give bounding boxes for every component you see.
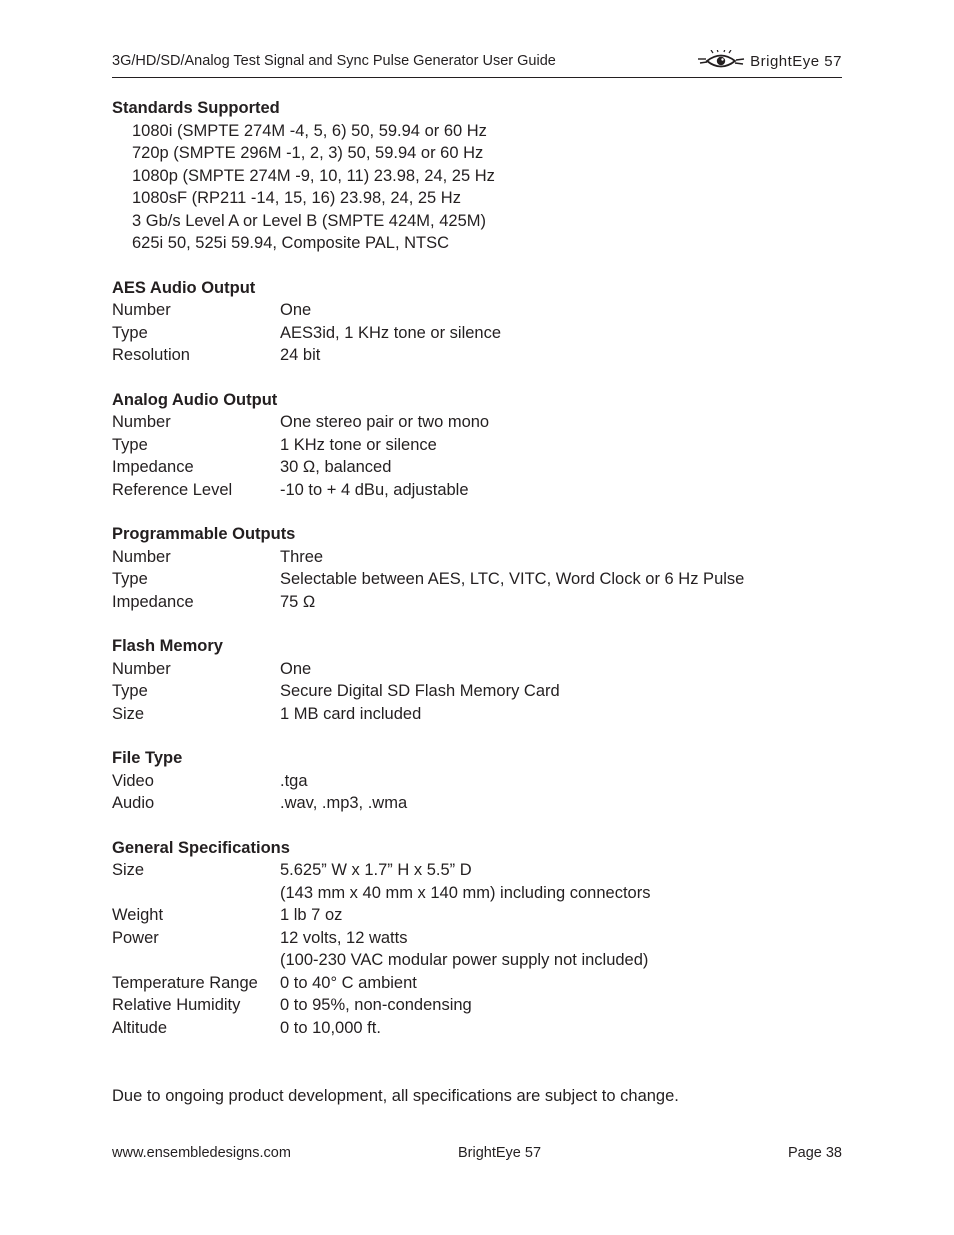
change-notice: Due to ongoing product development, all specifications are subject to change.: [112, 1087, 679, 1105]
standard-item: 720p (SMPTE 296M -1, 2, 3) 50, 59.94 or 60 Hz: [132, 144, 484, 162]
general-specifications-section: [112, 837, 842, 1040]
spec-value: 0 to 10,000 ft.: [280, 1018, 381, 1037]
file-type-section: [112, 747, 842, 815]
spec-row: [112, 882, 842, 905]
aes-audio-section: [112, 277, 842, 367]
spec-row: [112, 994, 842, 1017]
document-title: 3G/HD/SD/Analog Test Signal and Sync Pulse Generator User Guide: [112, 53, 556, 69]
spec-row: [112, 972, 842, 995]
section-title: Standards Supported: [112, 99, 280, 117]
section-title: Programmable Outputs: [112, 525, 296, 543]
eye-icon: [697, 50, 745, 72]
spec-row: [112, 949, 842, 972]
standard-item: 625i 50, 525i 59.94, Composite PAL, NTSC: [132, 234, 450, 252]
spec-value: One: [280, 659, 312, 678]
spec-value: 1 MB card included: [280, 704, 422, 723]
spec-label: Relative Humidity: [112, 996, 241, 1014]
analog-audio-section: [112, 389, 842, 502]
section-title: Analog Audio Output: [112, 390, 278, 409]
spec-row: [112, 680, 842, 703]
section-title: Flash Memory: [112, 637, 223, 655]
spec-row: [112, 546, 842, 569]
standards-section: [112, 97, 842, 255]
spec-value: Selectable between AES, LTC, VITC, Word Clock or 6 Hz Pulse: [280, 570, 745, 588]
standard-item: 3 Gb/s Level A or Level B (SMPTE 424M, 425M): [132, 211, 486, 230]
spec-label: Video: [112, 771, 154, 790]
standard-item: 1080i (SMPTE 274M -4, 5, 6) 50, 59.94 or 60 Hz: [132, 121, 487, 140]
page-footer: [112, 1145, 842, 1167]
spec-row: [112, 434, 842, 457]
spec-row: [112, 344, 842, 367]
spec-label: Impedance: [112, 458, 194, 476]
page-number: Page 38: [787, 1145, 842, 1161]
spec-value: One: [280, 301, 312, 319]
spec-label: Altitude: [112, 1018, 168, 1037]
footer-product-name: BrightEye 57: [458, 1145, 542, 1161]
spec-value: (100-230 VAC modular power supply not included): [280, 951, 649, 969]
spec-row: [112, 703, 842, 726]
spec-value: 5.625” W x 1.7” H x 5.5” D: [280, 861, 472, 879]
website-link[interactable]: www.ensembledesigns.com: [112, 1145, 291, 1161]
spec-label: [112, 882, 280, 905]
logo-text: BrightEye 57: [750, 52, 842, 70]
page-header: [112, 50, 842, 78]
spec-value: 75 Ω: [280, 592, 316, 611]
spec-label: Type: [112, 570, 148, 588]
spec-value: 24 bit: [280, 346, 321, 364]
spec-value: 0 to 95%, non-condensing: [280, 996, 472, 1014]
spec-row: [112, 591, 842, 614]
spec-row: [112, 770, 842, 793]
spec-value: AES3id, 1 KHz tone or silence: [280, 323, 502, 342]
spec-row: [112, 322, 842, 345]
spec-row: [112, 411, 842, 434]
section-title: File Type: [112, 749, 183, 767]
spec-label: Type: [112, 435, 148, 454]
spec-label: Audio: [112, 794, 155, 812]
programmable-outputs-section: [112, 523, 842, 613]
spec-row: [112, 658, 842, 681]
spec-row: [112, 456, 842, 479]
spec-value: Three: [280, 547, 324, 566]
spec-value: .wav, .mp3, .wma: [280, 794, 408, 812]
spec-label: Type: [112, 323, 148, 342]
spec-value: One stereo pair or two mono: [280, 413, 490, 431]
spec-label: Number: [112, 547, 171, 566]
spec-label: Number: [112, 659, 171, 678]
standard-item: 1080sF (RP211 -14, 15, 16) 23.98, 24, 25 Hz: [132, 189, 461, 207]
spec-value: 1 KHz tone or silence: [280, 435, 437, 454]
spec-label: Number: [112, 301, 171, 319]
spec-row: [112, 1017, 842, 1040]
spec-label: Power: [112, 928, 159, 947]
spec-label: Number: [112, 413, 171, 431]
spec-row: [112, 859, 842, 882]
spec-label: Size: [112, 704, 145, 723]
spec-label: Type: [112, 682, 148, 700]
spec-value: Secure Digital SD Flash Memory Card: [280, 682, 560, 700]
standard-item: 1080p (SMPTE 274M -9, 10, 11) 23.98, 24, 25 Hz: [132, 166, 495, 185]
spec-row: [112, 479, 842, 502]
spec-value: (143 mm x 40 mm x 140 mm) including connectors: [280, 883, 651, 902]
spec-value: 1 lb 7 oz: [280, 906, 343, 924]
spec-label: [112, 949, 280, 972]
spec-row: [112, 792, 842, 815]
section-title: AES Audio Output: [112, 278, 256, 297]
spec-value: 30 Ω, balanced: [280, 458, 392, 476]
spec-row: [112, 927, 842, 950]
section-title: General Specifications: [112, 838, 290, 857]
spec-label: Resolution: [112, 346, 190, 364]
spec-label: Weight: [112, 906, 164, 924]
spec-value: 0 to 40° C ambient: [280, 973, 417, 992]
spec-label: Reference Level: [112, 480, 233, 499]
brand-logo: [697, 50, 842, 72]
spec-value: -10 to + 4 dBu, adjustable: [280, 480, 469, 499]
spec-label: Temperature Range: [112, 973, 258, 992]
spec-row: [112, 299, 842, 322]
spec-row: [112, 904, 842, 927]
spec-label: Impedance: [112, 592, 194, 611]
spec-label: Size: [112, 861, 145, 879]
spec-content: [112, 97, 842, 1061]
flash-memory-section: [112, 635, 842, 725]
spec-value: .tga: [280, 771, 308, 790]
spec-row: [112, 568, 842, 591]
spec-value: 12 volts, 12 watts: [280, 928, 408, 947]
